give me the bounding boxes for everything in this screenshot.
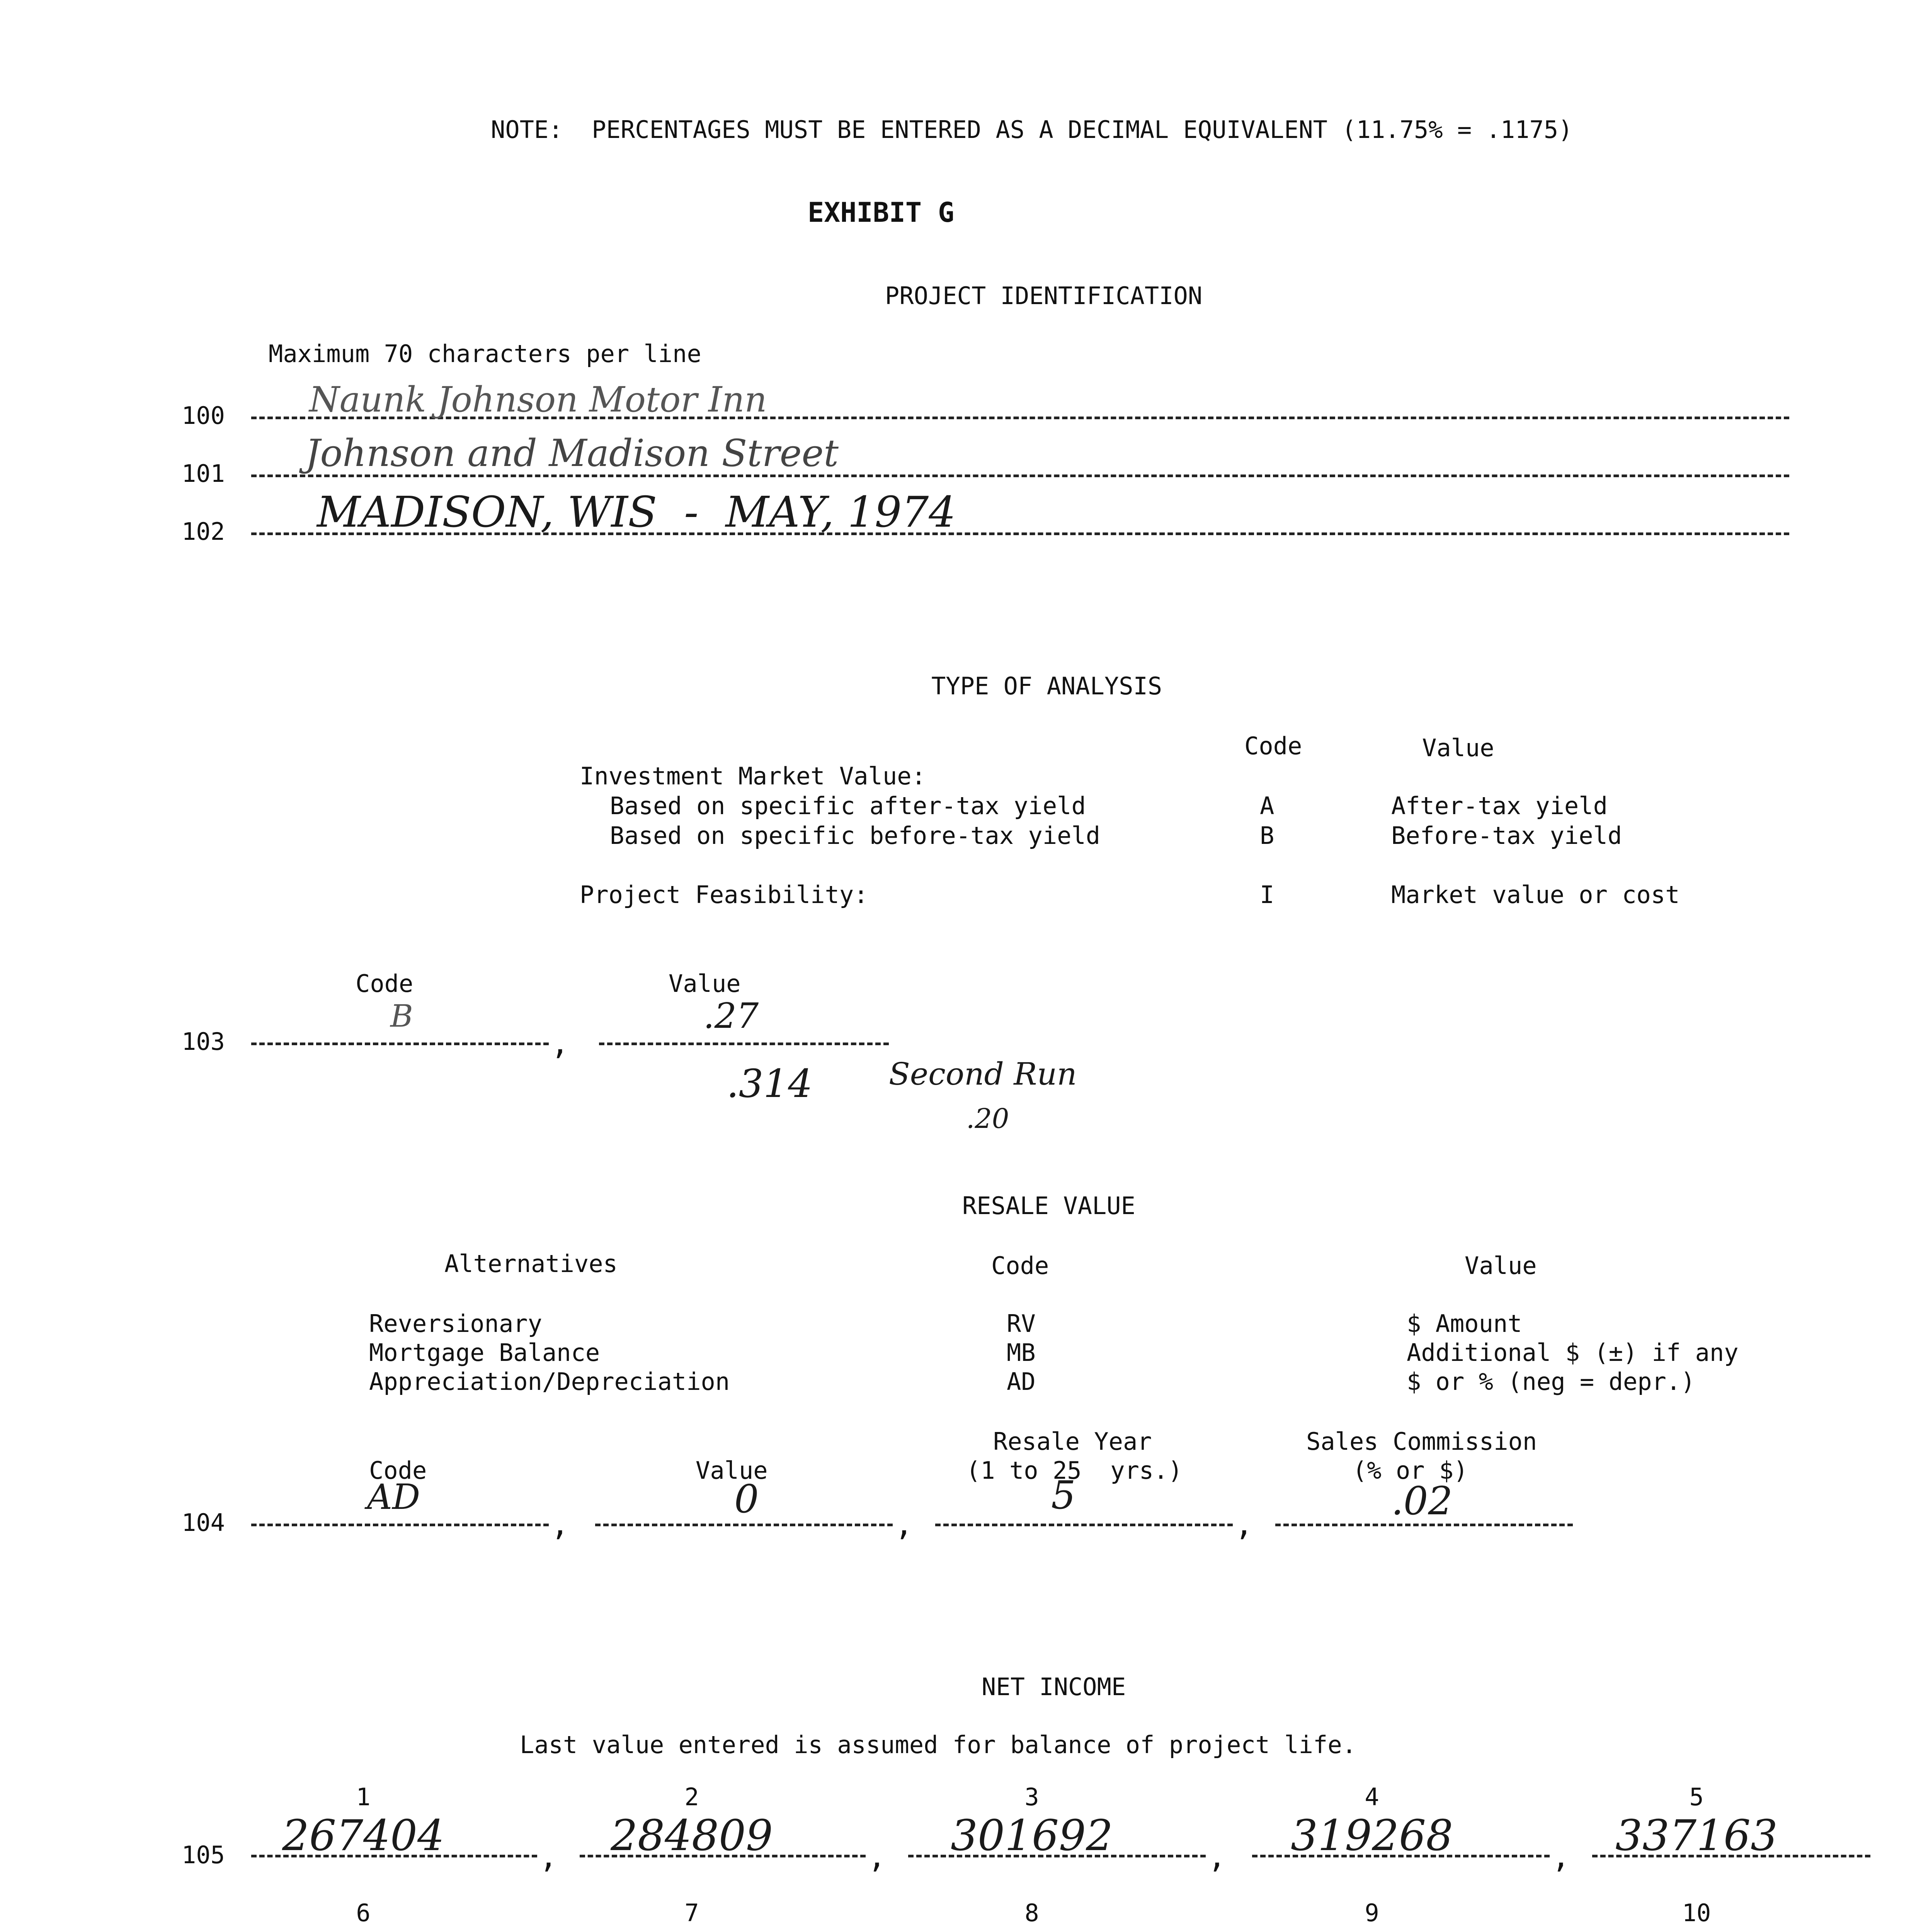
- handwritten-note: .314: [727, 1061, 813, 1106]
- project-name-entry[interactable]: Naunk Johnson Motor Inn: [309, 379, 767, 420]
- resale-alternative: Reversionary: [369, 1310, 542, 1338]
- year-label: 9: [1365, 1899, 1379, 1927]
- net-income-value[interactable]: 267404: [282, 1811, 444, 1860]
- resale-col-code: Code: [991, 1252, 1049, 1280]
- line-number: 100: [182, 401, 225, 430]
- resale-col-alternatives: Alternatives: [444, 1250, 618, 1278]
- input-code-label: Code: [356, 969, 413, 998]
- line-number: 104: [182, 1509, 225, 1537]
- entry-line: [595, 1524, 893, 1526]
- entry-line: [251, 1524, 549, 1526]
- year-label: 2: [684, 1783, 699, 1811]
- resale-code-label: Code: [369, 1456, 427, 1485]
- year-label: 5: [1689, 1783, 1704, 1811]
- analysis-heading: TYPE OF ANALYSIS: [931, 672, 1162, 700]
- resale-year-entry[interactable]: 5: [1051, 1473, 1076, 1518]
- line-number: 105: [182, 1841, 225, 1869]
- resale-alternative: Appreciation/Depreciation: [369, 1367, 730, 1396]
- line-number: 101: [182, 459, 225, 488]
- project-id-heading: PROJECT IDENTIFICATION: [885, 282, 1203, 310]
- resale-code: RV: [1007, 1310, 1036, 1338]
- year-label: 6: [356, 1899, 371, 1927]
- project-address-entry[interactable]: Johnson and Madison Street: [305, 432, 839, 475]
- project-location-entry[interactable]: MADISON, WIS - MAY, 1974: [317, 487, 956, 537]
- resale-code: AD: [1007, 1367, 1036, 1396]
- line-number: 102: [182, 517, 225, 546]
- year-label: 3: [1024, 1783, 1039, 1811]
- analysis-code-entry[interactable]: B: [390, 998, 413, 1034]
- net-income-value[interactable]: 284809: [611, 1811, 773, 1860]
- resale-code-entry[interactable]: AD: [367, 1477, 420, 1517]
- analysis-option-value: After-tax yield: [1391, 792, 1608, 820]
- resale-value: $ or % (neg = depr.): [1407, 1367, 1695, 1396]
- entry-line: [251, 1043, 549, 1045]
- resale-col-value: Value: [1465, 1252, 1537, 1280]
- entry-line: [935, 1524, 1233, 1526]
- resale-value-label: Value: [696, 1456, 768, 1485]
- resale-value: $ Amount: [1407, 1310, 1522, 1338]
- net-income-value[interactable]: 319268: [1291, 1811, 1453, 1860]
- analysis-option-label: Based on specific after-tax yield: [610, 792, 1086, 820]
- max-chars-note: Maximum 70 characters per line: [269, 340, 701, 368]
- year-label: 4: [1365, 1783, 1379, 1811]
- feasibility-code: I: [1260, 881, 1274, 909]
- resale-value-entry[interactable]: 0: [734, 1476, 759, 1522]
- sales-commission-entry[interactable]: .02: [1391, 1478, 1453, 1524]
- sales-commission-unit: (% or $): [1353, 1456, 1468, 1485]
- resale-value: Additional $ (±) if any: [1407, 1338, 1739, 1367]
- entry-line: [599, 1043, 889, 1045]
- form-page: NOTE: PERCENTAGES MUST BE ENTERED AS A DECIMAL EQUIVALENT (11.75% = .1175) EXHIBIT G PROJECT IDENTIFICATION Maximum 70 characters per line 100 Naunk Johnson Motor Inn 101 Johnson and Madison Street 102 MADISON, WIS - MAY, 1974 TYPE OF ANALYSIS Code Value Investment Market Value: Based on specific after-tax yield A After-tax yield Based on specific before-tax yield B Before-tax yield Project Feasibility: I Market value or cost Code Value 103 , B .27 .314 Second Run .20 RESALE VALUE Alternatives Code Value Reversionary RV $ Amount Mortgage Balance MB Additional $ (±) if any Appreciation/Depreciation AD $ or % (neg = depr.) Resale Year Sales Commission Code Value (1 to 25 yrs.) (% or $) 104 , , , AD 0 5 .02 NET INCOME Last value entered is assumed for balance of project life. 105 1 , 267404 2 , 284809 3 , 301692 4 , 319268 5 337163 6 7 8 9 10: [0, 0, 1916, 1932]
- sales-commission-label: Sales Commission: [1306, 1427, 1537, 1456]
- net-income-heading: NET INCOME: [982, 1673, 1126, 1701]
- analysis-option-code: A: [1260, 792, 1274, 820]
- resale-code: MB: [1007, 1338, 1036, 1367]
- analysis-col-code: Code: [1244, 732, 1302, 760]
- note-text: NOTE: PERCENTAGES MUST BE ENTERED AS A DECIMAL EQUIVALENT (11.75% = .1175): [491, 116, 1573, 144]
- resale-heading: RESALE VALUE: [962, 1192, 1135, 1220]
- analysis-option-label: Based on specific before-tax yield: [610, 821, 1101, 850]
- year-label: 7: [684, 1899, 699, 1927]
- year-label: 10: [1682, 1899, 1711, 1927]
- feasibility-label: Project Feasibility:: [580, 881, 868, 909]
- net-income-subheading: Last value entered is assumed for balance of project life.: [520, 1731, 1356, 1759]
- line-number: 103: [182, 1027, 225, 1056]
- analysis-value-entry[interactable]: .27: [703, 996, 759, 1036]
- entry-line: [1275, 1524, 1573, 1526]
- resale-alternative: Mortgage Balance: [369, 1338, 600, 1367]
- year-label: 1: [356, 1783, 371, 1811]
- resale-year-range: (1 to 25 yrs.): [966, 1456, 1183, 1485]
- analysis-col-value: Value: [1422, 734, 1494, 762]
- net-income-value[interactable]: 301692: [951, 1811, 1113, 1860]
- exhibit-title: EXHIBIT G: [808, 197, 955, 228]
- imv-label: Investment Market Value:: [580, 762, 926, 790]
- analysis-option-code: B: [1260, 821, 1274, 850]
- net-income-value[interactable]: 337163: [1615, 1811, 1778, 1860]
- feasibility-value: Market value or cost: [1391, 881, 1680, 909]
- handwritten-note: .20: [966, 1103, 1009, 1134]
- year-label: 8: [1024, 1899, 1039, 1927]
- entry-line: [251, 474, 1789, 477]
- analysis-option-value: Before-tax yield: [1391, 821, 1622, 850]
- resale-year-label: Resale Year: [993, 1427, 1152, 1456]
- input-value-label: Value: [669, 969, 741, 998]
- handwritten-note: Second Run: [889, 1056, 1077, 1092]
